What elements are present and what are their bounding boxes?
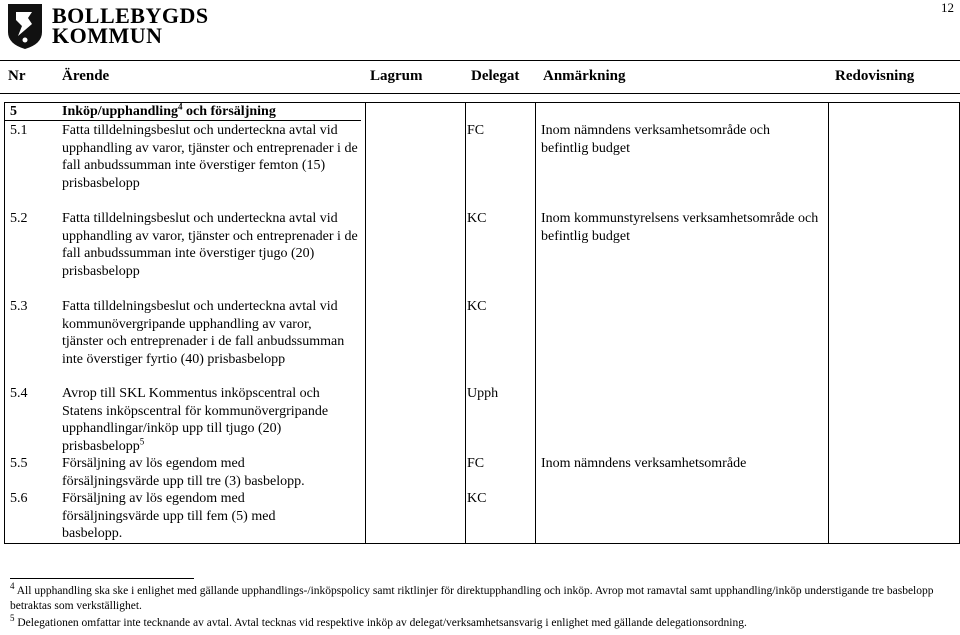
- footnote-text: All upphandling ska ske i enlighet med gällande upphandlings-/inköpspolicy samt riktlinjer för direktupphandling och inköp. Avrop mot ramavtal samt upphandling/inköp understigande tre basbelopp betraktas som verkställighet.: [10, 585, 934, 612]
- row-arende: Fatta tilldelningsbeslut och underteckna avtal vid upphandling av varor, tjänster och entreprenader i de fall anbudssumman inte överstiger femton (15) prisbasbelopp: [62, 123, 358, 191]
- row-nr: 5.6: [10, 491, 28, 506]
- table-header: [0, 60, 960, 94]
- column-divider: [465, 103, 466, 543]
- row-nr: 5.5: [10, 456, 28, 471]
- header-nr: Nr: [8, 68, 26, 84]
- header-redovisning: Redovisning: [835, 68, 915, 84]
- footnote-ref: 5: [139, 435, 145, 446]
- row-delegat: FC: [467, 456, 485, 471]
- column-divider: [535, 103, 536, 543]
- section-number: 5: [10, 104, 17, 119]
- footnote-number: 5: [10, 613, 15, 624]
- row-arende: Fatta tilldelningsbeslut och underteckna avtal vid upphandling av varor, tjänster och entreprenader i de fall anbudssumman inte överstiger tjugo (20) prisbasbelopp: [62, 211, 358, 279]
- coat-of-arms-icon: [6, 2, 44, 50]
- logo-line-2: KOMMUN: [52, 23, 163, 48]
- footnote-text: Delegationen omfattar inte tecknande av avtal. Avtal tecknas vid respektive inköp av delegat/verksamhetsansvarig i enlighet med gällande delegationsordning.: [17, 617, 747, 629]
- row-divider: [5, 120, 361, 121]
- footnote: [10, 613, 950, 631]
- footnote-number: 4: [10, 581, 15, 592]
- row-anmarkning: Inom kommunstyrelsens verksamhetsområde och befintlig budget: [541, 211, 819, 244]
- row-arende-text: Avrop till SKL Kommentus inköpscentral och Statens inköpscentral för kommunövergripande upphandlingar/inköp upp till tjugo (20) prisbasbelopp: [62, 386, 329, 454]
- logo-wordmark: [52, 3, 209, 48]
- logo-line-1: BOLLEBYGDS: [52, 3, 209, 28]
- row-anmarkning: Inom nämndens verksamhetsområde: [541, 456, 747, 471]
- row-arende: Försäljning av lös egendom med försäljningsvärde upp till fem (5) med basbelopp.: [62, 491, 276, 541]
- footnote-ref: 4: [177, 101, 183, 112]
- footnote-separator: [10, 578, 194, 579]
- footnote: [10, 581, 950, 614]
- section-title: [10, 101, 276, 120]
- row-delegat: KC: [467, 491, 487, 506]
- header-arende: Ärende: [62, 68, 110, 84]
- section-name-rest: och försäljning: [182, 104, 276, 119]
- row-delegat: FC: [467, 123, 485, 138]
- row-nr: 5.3: [10, 299, 28, 314]
- row-nr: 5.1: [10, 123, 28, 138]
- row-nr: 5.2: [10, 211, 28, 226]
- section-name: [62, 101, 276, 120]
- row-delegat: KC: [467, 211, 487, 226]
- municipality-logo: [6, 2, 209, 50]
- row-delegat: KC: [467, 299, 487, 314]
- row-arende: Försäljning av lös egendom med försäljningsvärde upp till tre (3) basbelopp.: [62, 456, 305, 489]
- section-name-text: Inköp/upphandling: [62, 104, 178, 119]
- row-delegat: Upph: [467, 386, 499, 401]
- row-nr: 5.4: [10, 386, 28, 401]
- column-divider: [828, 103, 829, 543]
- row-anmarkning: Inom nämndens verksamhetsområde och befintlig budget: [541, 123, 770, 156]
- header-delegat: Delegat: [471, 68, 520, 84]
- header-lagrum: Lagrum: [370, 68, 423, 84]
- row-arende: [62, 385, 357, 455]
- header-anmarkning: Anmärkning: [543, 68, 626, 84]
- row-arende: Fatta tilldelningsbeslut och underteckna avtal vid kommunövergripande upphandling av varor, tjänster och entreprenader i de fall anbudssumman inte överstiger fyrtio (40) prisbasbelopp: [62, 299, 345, 367]
- page-number: 12: [941, 0, 954, 15]
- column-divider: [365, 103, 366, 543]
